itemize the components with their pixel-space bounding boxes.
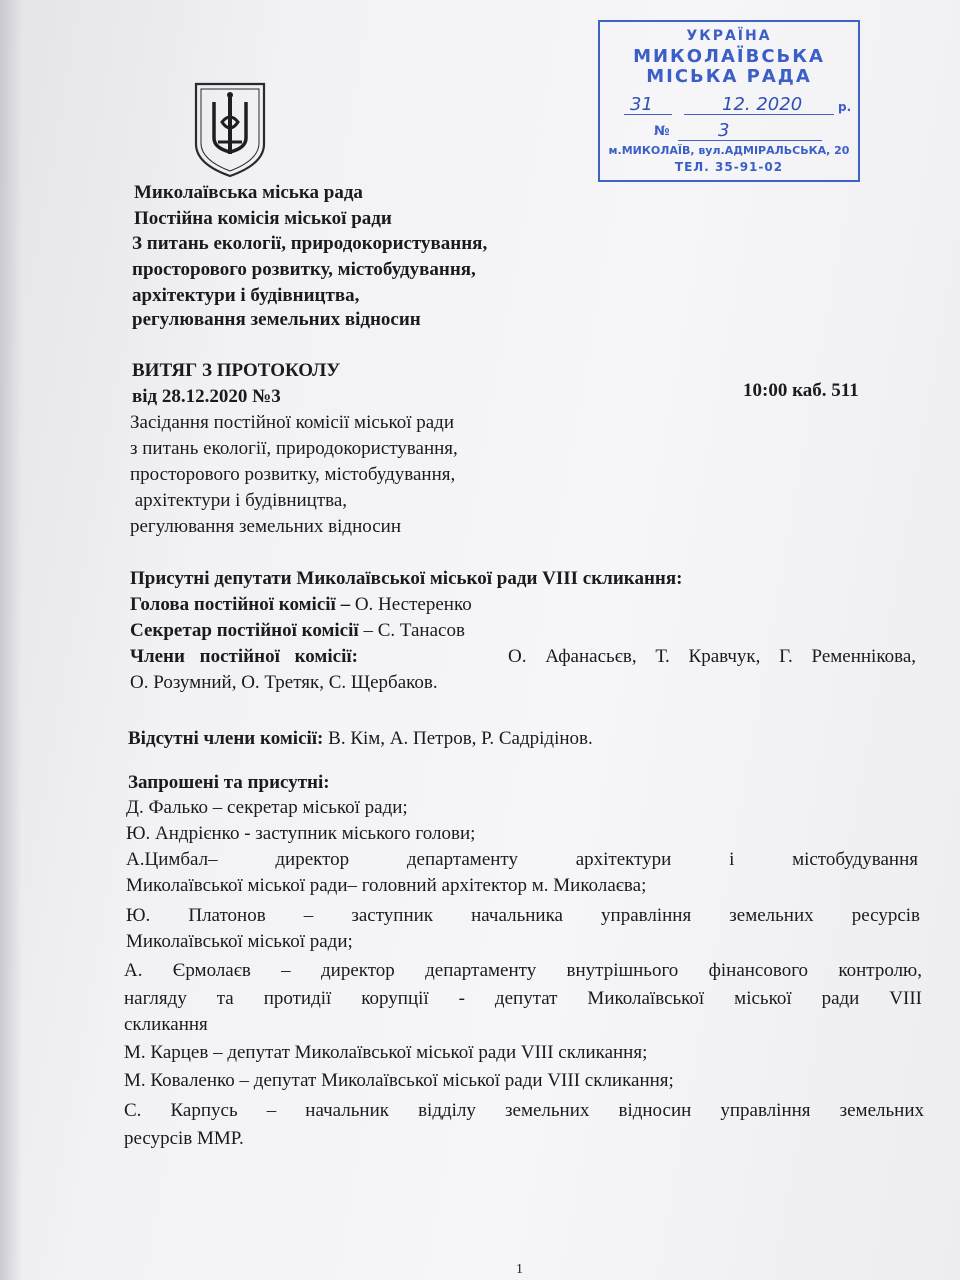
- invited-line-13: ресурсів ММР.: [124, 1128, 244, 1149]
- members-line: [130, 644, 916, 670]
- stamp-org-line1: МИКОЛАЇВСЬКА: [633, 46, 825, 67]
- members-label: Члени постійної комісії:: [130, 646, 358, 667]
- present-heading: Присутні депутати Миколаївської міської ради VIII скликання:: [130, 568, 683, 589]
- protocol-date: від 28.12.2020 №3: [132, 386, 281, 407]
- invited-line-3: А.Цимбал– директор департаменту архітектури і містобудування: [126, 849, 918, 870]
- invited-line-12: С. Карпусь – начальник відділу земельних відносин управління земельних: [124, 1100, 924, 1121]
- subject-line-3: просторового розвитку, містобудування,: [130, 464, 456, 485]
- stamp-number-value: 3: [718, 120, 730, 141]
- subject-line-5: регулювання земельних відносин: [130, 516, 402, 537]
- subject-line-1: Засідання постійної комісії міської ради: [130, 412, 455, 433]
- secretary-name: – С. Танасов: [358, 620, 465, 641]
- protocol-time-place: 10:00 каб. 511: [743, 380, 859, 401]
- invited-line-7: А. Єрмолаєв – директор департаменту внутрішнього фінансового контролю,: [124, 960, 922, 981]
- absent-label: Відсутні члени комісії:: [128, 728, 324, 749]
- protocol-title: ВИТЯГ З ПРОТОКОЛУ: [132, 360, 341, 381]
- org-header-line-1: Миколаївська міська рада: [134, 182, 363, 203]
- invited-line-5: Ю. Платонов – заступник начальника управління земельних ресурсів: [126, 905, 920, 926]
- absent-line: [128, 726, 593, 752]
- stamp-org-line2: МІСЬКА РАДА: [646, 66, 812, 87]
- invited-line-4: Миколаївської міської ради– головний архітектор м. Миколаєва;: [126, 875, 647, 896]
- org-header-line-3: З питань екології, природокористування,: [132, 233, 488, 254]
- registration-stamp: [598, 20, 860, 182]
- stamp-phone: ТЕЛ. 35-91-02: [674, 160, 784, 174]
- stamp-date-rest: 12. 2020: [722, 94, 803, 115]
- stamp-address: м.МИКОЛАЇВ, вул.АДМІРАЛЬСЬКА, 20: [608, 144, 850, 157]
- org-header-line-6: регулювання земельних відносин: [132, 309, 421, 330]
- invited-heading: Запрошені та присутні:: [128, 772, 330, 793]
- chair-line: [130, 592, 472, 618]
- invited-line-8: нагляду та протидії корупції - депутат Миколаївської міської ради VIII: [124, 988, 922, 1009]
- secretary-line: [130, 618, 465, 644]
- invited-line-9: скликання: [124, 1014, 208, 1035]
- org-header-line-2: Постійна комісія міської ради: [134, 208, 392, 229]
- chair-label: Голова постійної комісії –: [130, 594, 351, 615]
- invited-line-6: Миколаївської міської ради;: [126, 931, 353, 952]
- stamp-year-suffix: р.: [838, 100, 852, 114]
- invited-line-11: М. Коваленко – депутат Миколаївської міської ради VIII скликання;: [124, 1070, 674, 1091]
- org-header-line-4: просторового розвитку, містобудування,: [132, 259, 476, 280]
- absent-names: В. Кім, А. Петров, Р. Садрідінов.: [323, 728, 593, 749]
- subject-line-4: архітектури і будівництва,: [130, 490, 348, 511]
- org-header-line-5: архітектури і будівництва,: [132, 285, 360, 306]
- invited-line-10: М. Карцев – депутат Миколаївської міської ради VIII скликання;: [124, 1042, 648, 1063]
- subject-line-2: з питань екології, природокористування,: [130, 438, 458, 459]
- invited-line-2: Ю. Андрієнко - заступник міського голови;: [126, 823, 476, 844]
- coat-of-arms-icon: [192, 82, 268, 178]
- stamp-date-day: 31: [630, 94, 653, 115]
- chair-name: О. Нестеренко: [350, 594, 472, 615]
- stamp-number-label: №: [654, 124, 670, 139]
- members-names-1: О. Афанасьєв, Т. Кравчук, Г. Ременнікова,: [508, 646, 916, 667]
- members-line-2: О. Розумний, О. Третяк, С. Щербаков.: [130, 672, 438, 693]
- page-number: 1: [516, 1262, 523, 1277]
- stamp-number-line: [650, 120, 830, 144]
- stamp-date-line: [610, 94, 850, 118]
- secretary-label: Секретар постійної комісії: [130, 620, 359, 641]
- invited-line-1: Д. Фалько – секретар міської ради;: [126, 797, 408, 818]
- stamp-country: УКРАЇНА: [686, 28, 772, 44]
